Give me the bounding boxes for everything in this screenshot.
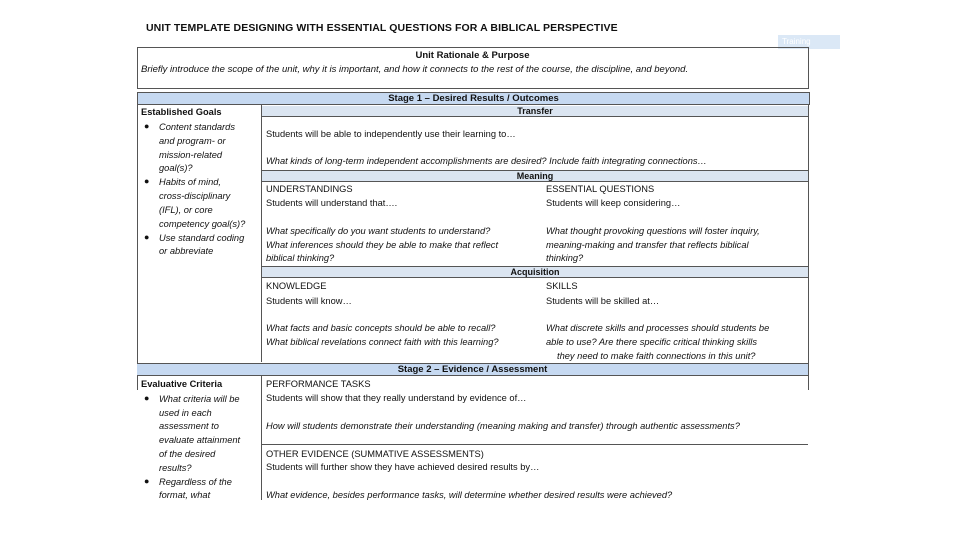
goal-line: mission-related — [159, 150, 223, 160]
performance-tasks-lead: Students will show that they really understand by evidence of… — [266, 393, 527, 403]
criteria-line: assessment to — [159, 421, 219, 431]
essential-question: meaning-making and transfer that reflects biblical — [546, 240, 749, 250]
essential-questions-lead: Students will keep considering… — [546, 198, 681, 208]
understandings-question: What inferences should they be able to make that reflect — [266, 240, 499, 250]
knowledge-lead: Students will know… — [266, 296, 352, 306]
established-goals-label: Established Goals — [141, 107, 222, 117]
criteria-line: format, what — [159, 490, 211, 500]
rationale-text: Briefly introduce the scope of the unit, why it is important, and how it connects to the rest of the course, the discipline, and beyond. — [141, 64, 689, 75]
criteria-line: What criteria will be — [159, 394, 240, 404]
knowledge-question: What facts and basic concepts should be able to recall? — [266, 323, 496, 333]
rationale-header: Unit Rationale & Purpose — [415, 50, 530, 61]
transfer-question: What kinds of long-term independent accomplishments are desired? Include faith integrating connections… — [266, 156, 707, 166]
stage2-header: Stage 2 – Evidence / Assessment — [137, 363, 808, 376]
other-evidence-heading: OTHER EVIDENCE (SUMMATIVE ASSESSMENTS) — [266, 449, 484, 459]
criteria-line: Regardless of the — [159, 477, 232, 487]
goal-line: goal(s)? — [159, 163, 193, 173]
training-badge: Training — [778, 35, 840, 49]
understandings-lead: Students will understand that…. — [266, 198, 398, 208]
goal-line: cross-disciplinary — [159, 191, 231, 201]
understandings-question: What specifically do you want students to understand? — [266, 226, 491, 236]
goal-line: or abbreviate — [159, 246, 214, 256]
skills-lead: Students will be skilled at… — [546, 296, 660, 306]
goal-line: Content standards — [159, 122, 235, 132]
knowledge-question: What biblical revelations connect faith with this learning? — [266, 337, 499, 347]
performance-tasks-question: How will students demonstrate their understanding (meaning making and transfer) through authentic assessments? — [266, 421, 740, 431]
skills-heading: SKILLS — [546, 281, 578, 291]
bullet-icon: ● — [144, 121, 150, 131]
bullet-icon: ● — [144, 176, 150, 186]
goal-line: (IFL), or core — [159, 205, 213, 215]
divider — [261, 104, 262, 362]
understandings-heading: UNDERSTANDINGS — [266, 184, 353, 194]
knowledge-heading: KNOWLEDGE — [266, 281, 327, 291]
goal-line: Habits of mind, — [159, 177, 222, 187]
criteria-line: used in each — [159, 408, 212, 418]
divider — [808, 104, 809, 390]
goal-line: competency goal(s)? — [159, 219, 246, 229]
divider — [262, 444, 808, 445]
essential-question: thinking? — [546, 253, 584, 263]
criteria-line: evaluate attainment — [159, 435, 241, 445]
other-evidence-question: What evidence, besides performance tasks, will determine whether desired results were achieved? — [266, 490, 673, 500]
criteria-line: of the desired — [159, 449, 216, 459]
document-title: UNIT TEMPLATE DESIGNING WITH ESSENTIAL QUESTIONS FOR A BIBLICAL PERSPECTIVE — [146, 22, 618, 34]
transfer-header: Transfer — [262, 106, 808, 117]
bullet-icon: ● — [144, 476, 150, 486]
divider — [261, 376, 262, 500]
divider — [137, 104, 138, 390]
skills-question: able to use? Are there specific critical thinking skills — [546, 337, 757, 347]
bullet-icon: ● — [144, 393, 150, 403]
bullet-icon: ● — [144, 232, 150, 242]
transfer-lead: Students will be able to independently use their learning to… — [266, 129, 516, 139]
goal-line: and program- or — [159, 136, 226, 146]
understandings-question: biblical thinking? — [266, 253, 335, 263]
meaning-header: Meaning — [262, 170, 808, 182]
performance-tasks-heading: PERFORMANCE TASKS — [266, 379, 371, 389]
essential-questions-heading: ESSENTIAL QUESTIONS — [546, 184, 655, 194]
stage1-header: Stage 1 – Desired Results / Outcomes — [137, 92, 810, 105]
essential-question: What thought provoking questions will foster inquiry, — [546, 226, 760, 236]
criteria-line: results? — [159, 463, 192, 473]
skills-question: What discrete skills and processes should students be — [546, 323, 770, 333]
skills-question: they need to make faith connections in this unit? — [557, 351, 756, 361]
acquisition-header: Acquisition — [262, 266, 808, 278]
goal-line: Use standard coding — [159, 233, 245, 243]
other-evidence-lead: Students will further show they have achieved desired results by… — [266, 462, 540, 472]
evaluative-criteria-label: Evaluative Criteria — [141, 379, 223, 389]
